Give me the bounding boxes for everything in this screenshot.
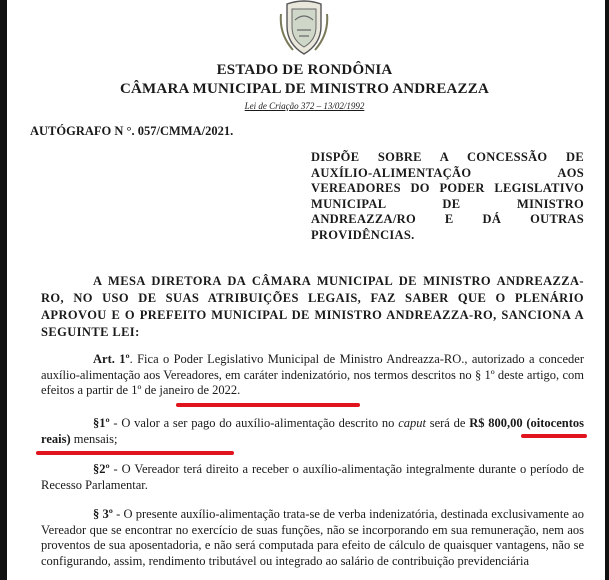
allowance-value: R$ 800,00 [469,416,523,430]
preamble: A MESA DIRETORA DA CÂMARA MUNICIPAL DE MINISTRO ANDREAZZA-RO, NO USO DE SUAS ATRIBUIÇÕES LEGAIS, FAZ SABER QUE O PLENÁRIO APROVOU E O PREFEITO MUNICIPAL DE MINISTRO ANDREAZZA-RO, SANCIONA A SEGUINTE LEI: [41,274,584,339]
paragraph-3-label: § 3º [93,507,113,521]
municipal-coat-of-arms-icon [279,0,329,56]
article-1-label: Art. 1º [93,352,130,366]
autografo-number: AUTÓGRAFO N °. 057/CMMA/2021. [30,124,234,138]
paragraph-1 [41,416,584,447]
caput-term: caput [398,416,426,430]
article-1-text: . Fica o Poder Legislativo Municipal de Ministro Andreazza-RO., autorizado a conceder auxílio-alimentação aos Vereadores, em caráter indenizatório, nos termos descritos no § 1º deste artigo, com efeitos a partir de 1º de janeiro de 2022. [41,352,584,398]
allowance-value-words: (oitocentos reais) [41,416,584,446]
red-underline-value [521,434,587,438]
paragraph-1-text-c: mensais; [70,431,118,446]
paragraph-2-label: §2º [93,462,110,476]
chamber-heading: CÂMARA MUNICIPAL DE MINISTRO ANDREAZZA [119,81,489,97]
red-underline-effective-date [176,403,360,407]
paragraph-3 [41,507,584,570]
article-1 [41,352,584,399]
paragraph-2 [41,462,584,493]
paragraph-3-text: - O presente auxílio-alimentação trata-se de verba indenizatória, destinada exclusivamente ao Vereador que se encontrar no exercício de suas funções, não se incorporando em sua remuneração, nem aos proventos de sua aposentadoria, e não será computada para efeito de cálculo de quaisquer vantagens, não se configurando, assim, rendimento tributável ou integrado ao salário de contribuição previdenciária [41,507,584,569]
creation-law-caption: Lei de Criação 372 – 13/02/1992 [244,101,365,111]
state-heading: ESTADO DE RONDÔNIA [216,62,393,78]
paragraph-1-label: §1º [93,416,110,430]
paragraph-1-text-b: será de [425,416,470,430]
paragraph-1-text-a: - O valor a ser pago do auxílio-alimentação descrito no [109,416,399,430]
red-underline-value-words [36,451,234,455]
paragraph-2-text: - O Vereador terá direito a receber o auxílio-alimentação integralmente durante o período de Recesso Parlamentar. [41,462,584,492]
ementa: DISPÕE SOBRE A CONCESSÃO DE AUXÍLIO-ALIMENTAÇÃO AOS VEREADORES DO PODER LEGISLATIVO MUNICIPAL DE MINISTRO ANDREAZZA/RO E DÁ OUTRAS PROVIDÊNCIAS. [311,150,584,242]
